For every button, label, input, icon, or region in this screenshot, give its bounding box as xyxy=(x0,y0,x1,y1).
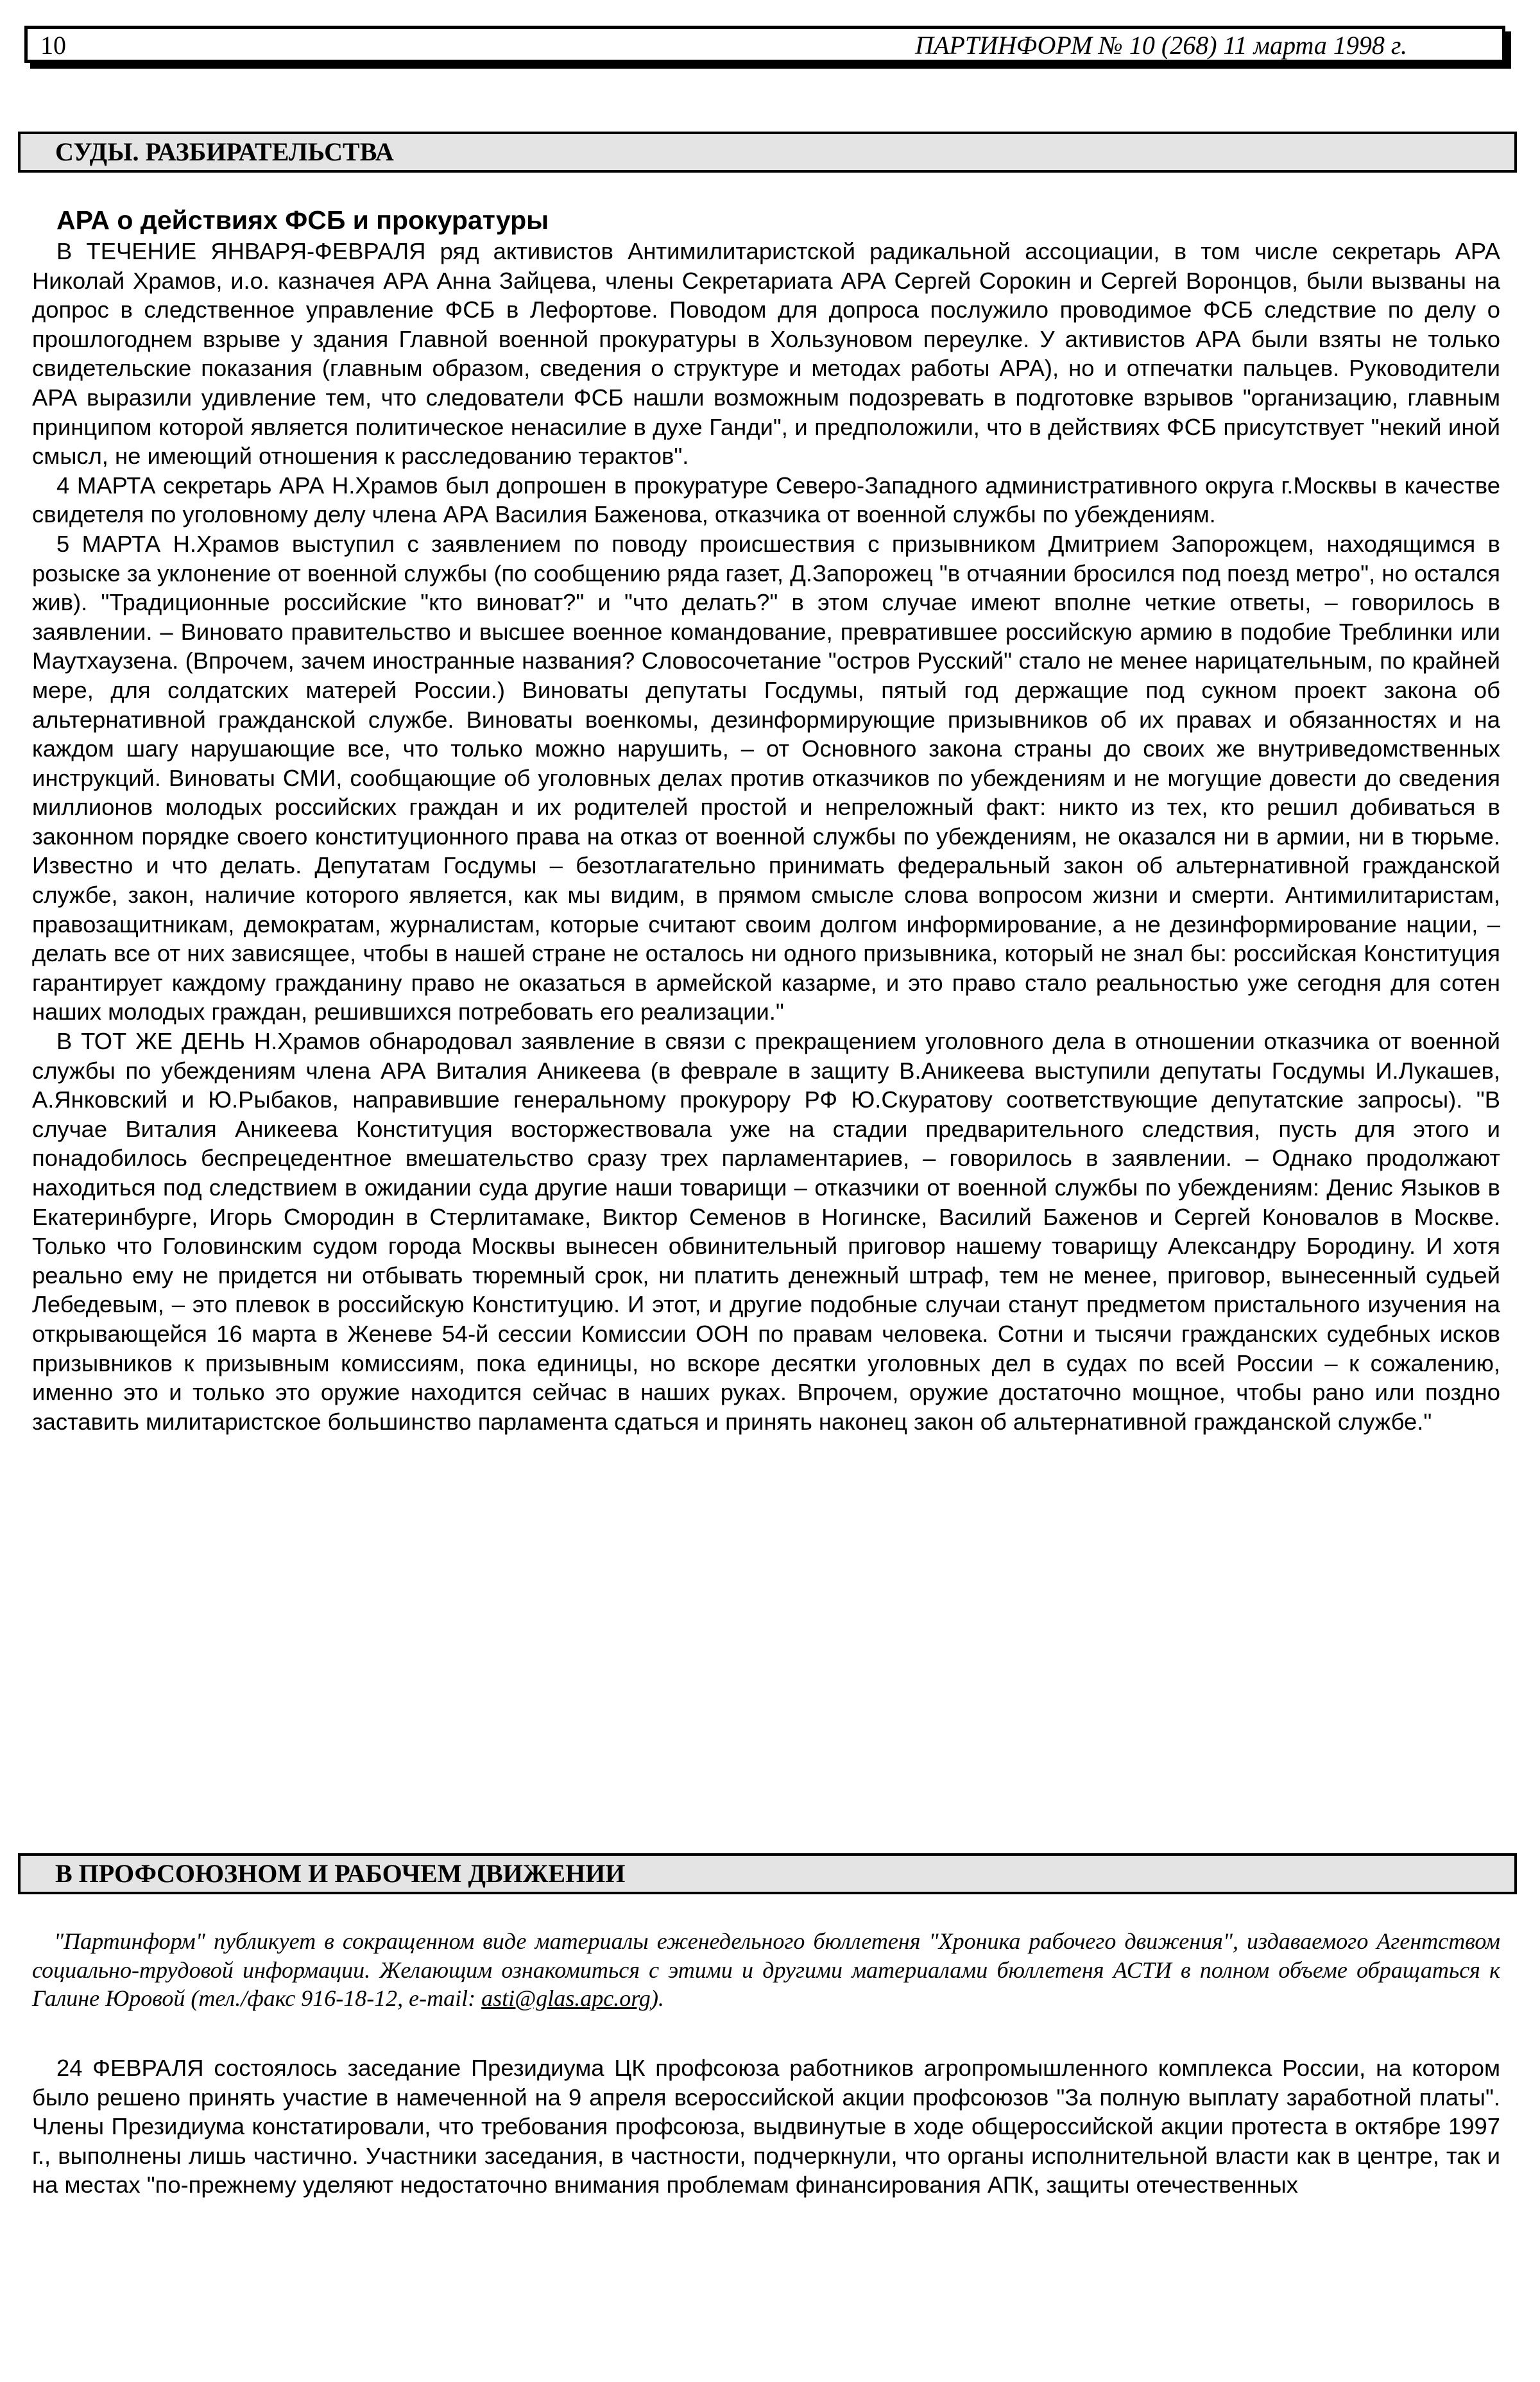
intro-tail: ). xyxy=(650,1985,664,2011)
paragraph: В ТЕЧЕНИЕ ЯНВАРЯ-ФЕВРАЛЯ ряд активистов Антимилитаристской радикальной ассоциации, в том числе секретарь АРА Николай Храмов, и.о. казначея АРА Анна Зайцева, члены Секретариата АРА Сергей Сорокин и Сергей Воронцов, были вызваны на допрос в следственное управление ФСБ в Лефортове. Поводом для допроса послужило проводимое ФСБ следствие по делу о прошлогоднем взрыве у здания Главной военной прокуратуры в Хользуновом переулке. У активистов АРА были взяты не только свидетельские показания (главным образом, сведения о структуре и методах работы АРА), но и отпечатки пальцев. Руководители АРА выразили удивление тем, что следователи ФСБ нашли возможным подозревать в подготовке взрывов "организацию, главным принципом которой является политическое ненасилие в духе Ганди", и предположили, что в действиях ФСБ присутствует "некий иной смысл, не имеющий отношения к расследованию терактов". xyxy=(32,238,1500,470)
article-title: АРА о действиях ФСБ и прокуратуры xyxy=(56,205,549,235)
paragraph: В ТОТ ЖЕ ДЕНЬ Н.Храмов обнародовал заявление в связи с прекращением уголовного дела в отношении отказчика от военной службы по убеждениям члена АРА Виталия Аникеева (в феврале в защиту В.Аникеева выступили депутаты Госдумы И.Лукашев, А.Янковский и Ю.Рыбаков, направившие генеральному прокурору РФ Ю.Скуратову соответствующие депутатские запросы). "В случае Виталия Аникеева Конституция восторжествовала уже на стадии предварительного следствия, пусть для этого и понадобилось беспрецедентное вмешательство сразу трех парламентариев, – говорилось в заявлении. – Однако продолжают находиться под следствием в ожидании суда другие наши товарищи – отказчики от военной службы по убеждениям: Денис Языков в Екатеринбурге, Игорь Смородин в Стерлитамаке, Виктор Семенов в Ногинске, Василий Баженов и Сергей Коновалов в Москве. Только что Головинским судом города Москвы вынесен обвинительный приговор нашему товарищу Александру Бородину. И хотя реально ему не придется ни отбывать тюремный срок, ни платить денежный штраф, тем не менее, приговор, вынесенный судьей Лебедевым, – это плевок в российскую Конституцию. И этот, и другие подобные случаи станут предметом пристального изучения на открывающейся 16 марта в Женеве 54-й сессии Комиссии ООН по правам человека. Сотни и тысячи гражданских судебных исков призывников к призывным комиссиям, пока единицы, но вскоре десятки уголовных дел в судах по всей России – к сожалению, именно это и только это оружие находится сейчас в наших руках. Впрочем, оружие достаточно мощное, чтобы рано или поздно заставить милитаристское большинство парламента сдаться и принять наконец закон об альтернативной гражданской службе." xyxy=(32,1028,1500,1435)
paragraph: 24 ФЕВРАЛЯ состоялось заседание Президиума ЦК профсоюза работников агропромышленного комплекса России, на котором было решено принять участие в намеченной на 9 апреля всероссийской акции профсоюзов "За полную выплату заработной платы". Члены Президиума констатировали, что требования профсоюза, выдвинутые в ходе общероссийской акции протеста в октябре 1997 г., выполнены лишь частично. Участники заседания, в частности, подчеркнули, что органы исполнительной власти как в центре, так и на местах "по-прежнему уделяют недостаточно внимания проблемам финансирования АПК, защиты отечественных xyxy=(32,2055,1500,2198)
paragraph: 5 МАРТА Н.Храмов выступил с заявлением по поводу происшествия с призывником Дмитрием Запорожцем, находящимся в розыске за уклонение от военной службы (по сообщению ряда газет, Д.Запорожец "в отчаянии бросился под поезд метро", но остался жив). "Традиционные российские "кто виноват?" и "что делать?" в этом случае имеют вполне четкие ответы, – говорилось в заявлении. – Виновато правительство и высшее военное командование, превратившее российскую армию в подобие Треблинки или Маутхаузена. (Впрочем, зачем иностранные названия? Словосочетание "остров Русский" стало не менее нарицательным, по крайней мере, для солдатских матерей России.) Виноваты депутаты Госдумы, пятый год держащие под сукном проект закона об альтернативной гражданской службе. Виноваты военкомы, дезинформирующие призывников об их правах и обязанностях и на каждом шагу нарушающие все, что только можно нарушить, – от Основного закона страны до своих же внутриведомственных инструкций. Виноваты СМИ, сообщающие об уголовных делах против отказчиков по убеждениям и не могущие довести до сведения миллионов молодых российских граждан и их родителей простой и непреложный факт: никто из тех, кто решил добиваться в законном порядке своего конституционного права на отказ от военной службы по убеждениям, не оказался ни в армии, ни в тюрьме. Известно и что делать. Депутатам Госдумы – безотлагательно принимать федеральный закон об альтернативной гражданской службе, закон, наличие которого является, как мы видим, в прямом смысле слова вопросом жизни и смерти. Антимилитаристам, правозащитникам, демократам, журналистам, которые считают своим долгом информирование, а не дезинформирование нации, – делать все от них зависящее, чтобы в нашей стране не осталось ни одного призывника, который не знал бы: российская Конституция гарантирует каждому гражданину право не оказаться в армейской казарме, и это право стало реальностью уже сегодня для сотен наших молодых граждан, решившихся потребовать его реализации." xyxy=(32,530,1500,1025)
article-body xyxy=(32,237,1500,1436)
intro-text: "Партинформ" публикует в сокращенном виде материалы еженедельного бюллетеня "Хроника рабочего движения", издаваемого Агентством социально-трудовой информации. Желающим ознакомиться с этими и другими материалами бюллетеня АСТИ в полном объеме обращаться к Галине Юровой (тел./факс 916-18-12, e-mail: xyxy=(32,1928,1500,2011)
page-header xyxy=(24,26,1505,63)
paragraph: 4 МАРТА секретарь АРА Н.Храмов был допрошен в прокуратуре Северо-Западного административного округа г.Москвы в качестве свидетеля по уголовному делу члена АРА Василия Баженова, отказчика от военной службы по убеждениям. xyxy=(32,472,1500,528)
section-title-courts: СУДЫ. РАЗБИРАТЕЛЬСТВА xyxy=(18,132,1517,173)
intro-paragraph xyxy=(32,1927,1500,2013)
section-intro-note xyxy=(32,1927,1500,2013)
section-title-labor: В ПРОФСОЮЗНОМ И РАБОЧЕМ ДВИЖЕНИИ xyxy=(18,1853,1517,1894)
labor-body xyxy=(32,2053,1500,2200)
publication-title: ПАРТИНФОРМ № 10 (268) 11 марта 1998 г. xyxy=(915,31,1407,60)
email-link[interactable]: asti@glas.apc.org xyxy=(481,1985,651,2011)
page-number: 10 xyxy=(40,31,66,60)
